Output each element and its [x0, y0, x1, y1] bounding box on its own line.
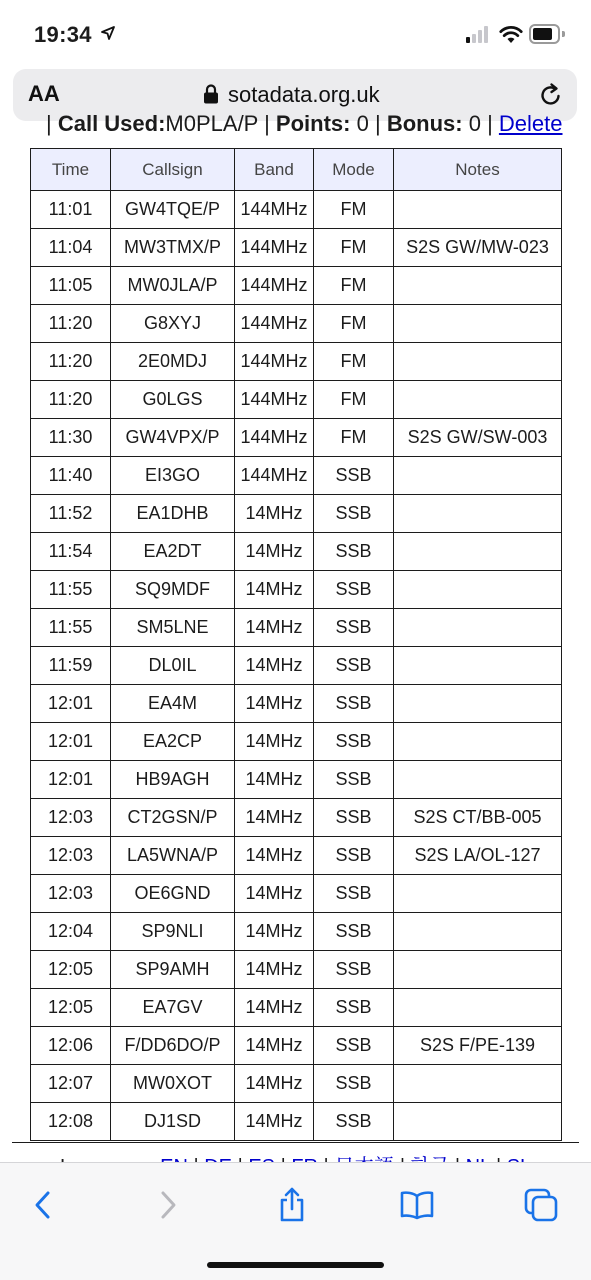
- cell-band: 14MHz: [235, 1065, 314, 1103]
- cell-band: 14MHz: [235, 951, 314, 989]
- header-notes[interactable]: Notes: [394, 149, 562, 191]
- cell-band: 144MHz: [235, 419, 314, 457]
- cell-time: 11:40: [31, 457, 111, 495]
- bonus-label: Bonus:: [386, 111, 463, 136]
- table-row: [31, 1027, 562, 1065]
- points-value: 0: [356, 111, 369, 136]
- cell-mode: SSB: [314, 723, 394, 761]
- table-row: [31, 989, 562, 1027]
- cell-mode: SSB: [314, 761, 394, 799]
- cell-time: 12:01: [31, 761, 111, 799]
- cell-mode: SSB: [314, 647, 394, 685]
- wifi-icon: [499, 24, 523, 44]
- table-row: [31, 571, 562, 609]
- cell-time: 11:20: [31, 343, 111, 381]
- table-row: [31, 495, 562, 533]
- bookmarks-icon: [399, 1190, 435, 1220]
- share-button[interactable]: [272, 1185, 312, 1225]
- cell-notes: [394, 723, 562, 761]
- cell-notes: [394, 191, 562, 229]
- cell-band: 144MHz: [235, 305, 314, 343]
- tabs-button[interactable]: [521, 1185, 561, 1225]
- table-row: [31, 837, 562, 875]
- reload-icon[interactable]: [538, 82, 564, 108]
- table-row: [31, 229, 562, 267]
- cell-callsign: EA7GV: [111, 989, 235, 1027]
- table-body: [31, 191, 562, 1141]
- cell-time: 11:20: [31, 305, 111, 343]
- cell-time: 12:04: [31, 913, 111, 951]
- cell-time: 11:30: [31, 419, 111, 457]
- bookmarks-button[interactable]: [397, 1185, 437, 1225]
- cell-callsign: GW4TQE/P: [111, 191, 235, 229]
- cell-notes: [394, 495, 562, 533]
- cell-callsign: EA4M: [111, 685, 235, 723]
- cell-time: 12:01: [31, 723, 111, 761]
- cell-callsign: SP9AMH: [111, 951, 235, 989]
- cell-callsign: EA2DT: [111, 533, 235, 571]
- cell-mode: SSB: [314, 875, 394, 913]
- cell-notes: [394, 609, 562, 647]
- cell-band: 14MHz: [235, 723, 314, 761]
- cell-notes: S2S GW/SW-003: [394, 419, 562, 457]
- cell-callsign: GW4VPX/P: [111, 419, 235, 457]
- cell-mode: SSB: [314, 457, 394, 495]
- cell-mode: SSB: [314, 685, 394, 723]
- header-mode[interactable]: Mode: [314, 149, 394, 191]
- cell-time: 12:06: [31, 1027, 111, 1065]
- cell-notes: [394, 533, 562, 571]
- status-time: 19:34: [34, 22, 92, 47]
- cell-time: 11:55: [31, 571, 111, 609]
- table-row: [31, 457, 562, 495]
- cell-callsign: G0LGS: [111, 381, 235, 419]
- cell-time: 11:52: [31, 495, 111, 533]
- cell-mode: FM: [314, 419, 394, 457]
- cell-notes: [394, 571, 562, 609]
- call-used-label: Call Used:: [57, 111, 166, 136]
- cell-mode: SSB: [314, 799, 394, 837]
- cell-band: 144MHz: [235, 191, 314, 229]
- cell-notes: [394, 989, 562, 1027]
- cell-band: 14MHz: [235, 685, 314, 723]
- cell-band: 144MHz: [235, 267, 314, 305]
- cell-mode: FM: [314, 229, 394, 267]
- cell-band: 14MHz: [235, 875, 314, 913]
- cell-mode: SSB: [314, 1065, 394, 1103]
- cell-band: 14MHz: [235, 609, 314, 647]
- table-row: [31, 191, 562, 229]
- cell-time: 11:55: [31, 609, 111, 647]
- cell-mode: SSB: [314, 1027, 394, 1065]
- cell-band: 14MHz: [235, 495, 314, 533]
- cell-mode: SSB: [314, 913, 394, 951]
- cell-notes: [394, 685, 562, 723]
- cell-notes: [394, 381, 562, 419]
- cell-band: 14MHz: [235, 799, 314, 837]
- cell-notes: [394, 305, 562, 343]
- cell-callsign: MW3TMX/P: [111, 229, 235, 267]
- cell-time: 12:05: [31, 951, 111, 989]
- share-icon: [277, 1187, 307, 1223]
- cell-notes: [394, 951, 562, 989]
- cell-band: 14MHz: [235, 837, 314, 875]
- cell-callsign: SP9NLI: [111, 913, 235, 951]
- cell-mode: SSB: [314, 1103, 394, 1141]
- cell-time: 12:07: [31, 1065, 111, 1103]
- cell-callsign: DJ1SD: [111, 1103, 235, 1141]
- table-row: [31, 685, 562, 723]
- table-row: [31, 723, 562, 761]
- language-bar: [60, 1152, 560, 1162]
- table-row: [31, 381, 562, 419]
- cell-callsign: EA1DHB: [111, 495, 235, 533]
- cell-mode: SSB: [314, 495, 394, 533]
- bonus-value: 0: [468, 111, 481, 136]
- cell-time: 12:05: [31, 989, 111, 1027]
- cell-mode: FM: [314, 267, 394, 305]
- table-row: [31, 1065, 562, 1103]
- table-row: [31, 419, 562, 457]
- battery-tip: [562, 31, 565, 37]
- cell-mode: SSB: [314, 989, 394, 1027]
- cell-mode: SSB: [314, 533, 394, 571]
- forward-button[interactable]: [148, 1185, 188, 1225]
- table-row: [31, 533, 562, 571]
- cell-mode: SSB: [314, 609, 394, 647]
- cell-callsign: EA2CP: [111, 723, 235, 761]
- table-row: [31, 913, 562, 951]
- cell-notes: S2S F/PE-139: [394, 1027, 562, 1065]
- cell-time: 12:03: [31, 799, 111, 837]
- tabs-icon: [523, 1187, 559, 1223]
- table-row: [31, 647, 562, 685]
- cell-band: 14MHz: [235, 989, 314, 1027]
- cell-band: 14MHz: [235, 647, 314, 685]
- cell-callsign: EI3GO: [111, 457, 235, 495]
- table-row: [31, 761, 562, 799]
- cell-mode: FM: [314, 305, 394, 343]
- cell-band: 14MHz: [235, 571, 314, 609]
- cell-notes: S2S LA/OL-127: [394, 837, 562, 875]
- cell-notes: [394, 761, 562, 799]
- cell-band: 14MHz: [235, 913, 314, 951]
- cell-mode: FM: [314, 191, 394, 229]
- cell-time: 11:54: [31, 533, 111, 571]
- table-row: [31, 799, 562, 837]
- table-row: [31, 875, 562, 913]
- cell-callsign: LA5WNA/P: [111, 837, 235, 875]
- cell-band: 144MHz: [235, 229, 314, 267]
- cell-band: 14MHz: [235, 533, 314, 571]
- cell-time: 11:05: [31, 267, 111, 305]
- back-icon: [31, 1189, 55, 1221]
- cell-time: 12:08: [31, 1103, 111, 1141]
- header-band[interactable]: Band: [235, 149, 314, 191]
- header-time[interactable]: Time: [31, 149, 111, 191]
- cell-time: 11:59: [31, 647, 111, 685]
- url-domain[interactable]: sotadata.org.uk: [228, 82, 380, 107]
- cell-notes: [394, 647, 562, 685]
- cell-notes: [394, 913, 562, 951]
- table-header-row: [31, 149, 562, 191]
- cell-callsign: SQ9MDF: [111, 571, 235, 609]
- table-row: [31, 609, 562, 647]
- cell-time: 11:01: [31, 191, 111, 229]
- cell-notes: [394, 457, 562, 495]
- table-row: [31, 267, 562, 305]
- delete-link[interactable]: Delete: [498, 111, 563, 136]
- cell-band: 14MHz: [235, 1103, 314, 1141]
- lock-icon: [203, 83, 219, 105]
- cell-notes: [394, 343, 562, 381]
- table-row: [31, 1103, 562, 1141]
- call-used-value: M0PLA/P: [165, 111, 258, 136]
- cell-callsign: 2E0MDJ: [111, 343, 235, 381]
- cell-time: 12:03: [31, 875, 111, 913]
- cell-time: 11:20: [31, 381, 111, 419]
- battery-icon: [529, 24, 560, 44]
- cell-notes: [394, 875, 562, 913]
- qso-log-table: [30, 148, 562, 1141]
- cell-notes: [394, 1103, 562, 1141]
- cell-notes: S2S GW/MW-023: [394, 229, 562, 267]
- cell-mode: SSB: [314, 837, 394, 875]
- cell-band: 14MHz: [235, 1027, 314, 1065]
- cell-callsign: F/DD6DO/P: [111, 1027, 235, 1065]
- header-callsign[interactable]: Callsign: [111, 149, 235, 191]
- cell-notes: S2S CT/BB-005: [394, 799, 562, 837]
- cell-time: 12:03: [31, 837, 111, 875]
- cell-time: 11:04: [31, 229, 111, 267]
- cell-callsign: DL0IL: [111, 647, 235, 685]
- forward-icon: [156, 1189, 180, 1221]
- cell-mode: SSB: [314, 951, 394, 989]
- cell-mode: FM: [314, 381, 394, 419]
- back-button[interactable]: [23, 1185, 63, 1225]
- cell-mode: FM: [314, 343, 394, 381]
- table-row: [31, 305, 562, 343]
- cell-notes: [394, 1065, 562, 1103]
- location-arrow-icon: [101, 26, 115, 40]
- footer-divider: [12, 1142, 579, 1143]
- text-size-button[interactable]: AA: [28, 81, 60, 106]
- cell-band: 144MHz: [235, 343, 314, 381]
- cell-time: 12:01: [31, 685, 111, 723]
- table-row: [31, 343, 562, 381]
- cell-callsign: SM5LNE: [111, 609, 235, 647]
- cell-mode: SSB: [314, 571, 394, 609]
- points-label: Points:: [275, 111, 351, 136]
- cell-band: 14MHz: [235, 761, 314, 799]
- cell-callsign: CT2GSN/P: [111, 799, 235, 837]
- cell-callsign: MW0JLA/P: [111, 267, 235, 305]
- home-indicator: [207, 1262, 384, 1268]
- cell-notes: [394, 267, 562, 305]
- web-content[interactable]: [0, 111, 591, 1162]
- status-bar: [0, 0, 591, 66]
- table-row: [31, 951, 562, 989]
- cellular-signal-icon: [466, 26, 492, 43]
- cell-callsign: G8XYJ: [111, 305, 235, 343]
- cell-band: 144MHz: [235, 381, 314, 419]
- cell-callsign: MW0XOT: [111, 1065, 235, 1103]
- activation-summary-line: | Call Used:M0PLA/P | Points: 0 | Bonus: 0 | Delete: [46, 111, 563, 136]
- cell-callsign: OE6GND: [111, 875, 235, 913]
- cell-band: 144MHz: [235, 457, 314, 495]
- cell-callsign: HB9AGH: [111, 761, 235, 799]
